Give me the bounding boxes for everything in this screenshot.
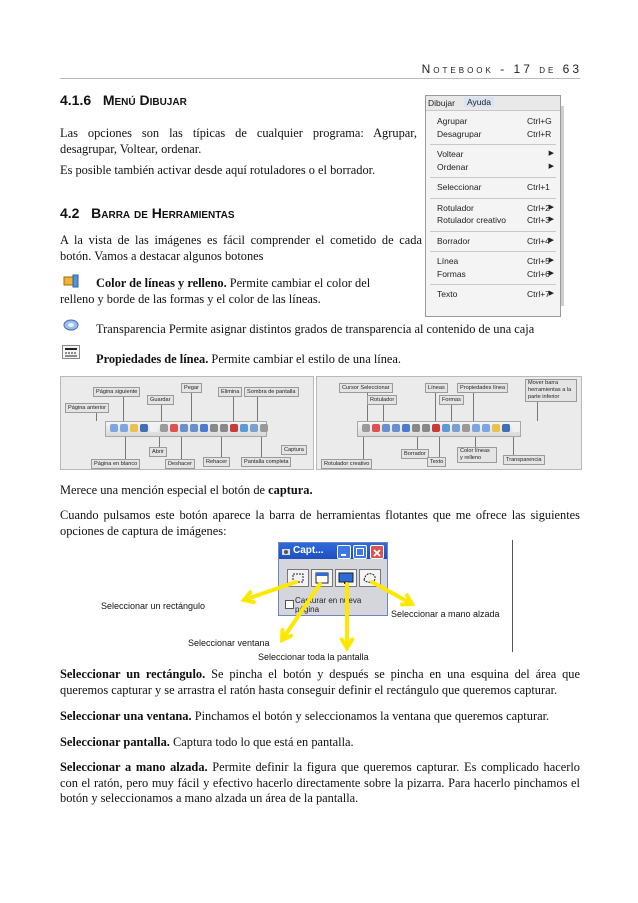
term-color-lines: Color de líneas y relleno. (96, 276, 227, 290)
term-screen: Seleccionar pantalla. (60, 735, 170, 749)
menu-item-label: Agrupar (437, 116, 468, 126)
arrow-window (282, 584, 320, 640)
term-rectangle: Seleccionar un rectángulo. (60, 667, 206, 681)
callout-delete: Elimina (218, 387, 242, 397)
callout-screen-shade: Sombra de pantalla (244, 387, 299, 397)
callout-undo: Deshacer (165, 459, 195, 469)
term-capture: captura. (268, 483, 313, 497)
callout-line-props: Propiedades línea (457, 383, 508, 393)
callout-transparency: Transparencia (503, 455, 545, 465)
callout-lines: Líneas (425, 383, 448, 393)
callout-prev-page: Página anterior (65, 403, 109, 413)
menu-item-shortcut: Ctrl+R (527, 128, 552, 139)
paragraph-rotuladores: Es posible también activar desde aquí rotuladores o el borrador. (60, 163, 376, 177)
label-select-freehand: Seleccionar a mano alzada (391, 609, 500, 619)
capture-mention-text: Merece una mención especial el botón de (60, 483, 269, 497)
paragraph-transparency: Transparencia Permite asignar distintos grados de transparencia al contenido de una caja (96, 322, 535, 336)
callout-next-page: Página siguiente (93, 387, 140, 397)
term-line-properties: Propiedades de línea. (96, 352, 209, 366)
submenu-arrow-icon: ▶ (548, 150, 554, 157)
callout-capture: Captura (281, 445, 307, 455)
new-page-checkbox-label: Capturar en nueva página (295, 596, 362, 614)
menu-item-shortcut: Ctrl+2 (527, 202, 550, 213)
arrow-freehand (372, 582, 412, 604)
submenu-arrow-icon: ▶ (548, 236, 554, 244)
callout-redo: Rehacer (203, 457, 230, 467)
term-freehand: Seleccionar a mano alzada. (60, 760, 208, 774)
callout-open: Abrir (149, 447, 167, 457)
submenu-arrow-icon: ▶ (548, 257, 554, 264)
callout-creative-marker: Rotulador creativo (321, 459, 372, 469)
paragraph-menu-options: Las opciones son las típicas de cualquier programa: Agrupar, desagrupar, Voltear, ordenar. (60, 126, 417, 156)
label-select-window: Seleccionar ventana (188, 638, 270, 648)
desc-color-lines-a: Permite cambiar el color del (226, 276, 371, 290)
submenu-arrow-icon: ▶ (548, 269, 554, 277)
def-window (60, 709, 580, 725)
section-title: Menú Dibujar (102, 92, 187, 108)
callout-text: Texto (427, 457, 446, 467)
menu-item-label: Línea (437, 256, 459, 266)
submenu-arrow-icon: ▶ (548, 216, 554, 223)
callout-select-cursor: Cursor Seleccionar (339, 383, 393, 393)
menu-item-label: Formas (437, 268, 466, 279)
running-header: Notebook - 17 de 63 (421, 62, 582, 76)
menu-bar-ayuda[interactable]: Ayuda (464, 97, 494, 107)
menu-item-shortcut: Ctrl+1 (527, 182, 550, 192)
menu-item-label: Borrador (437, 235, 471, 246)
menu-item-label: Seleccionar (437, 182, 482, 192)
menu-item-label: Ordenar (437, 161, 469, 172)
callout-color-lines: Color líneas y relleno (457, 447, 497, 463)
menu-item-label: Rotulador (437, 202, 474, 213)
paragraph-toolbar-intro: A la vista de las imágenes es fácil comprender el cometido de cada botón. Vamos a destacar algunos botones (60, 233, 422, 263)
desc-line-properties: Permite cambiar el estilo de una línea. (208, 352, 402, 366)
def-freehand (60, 760, 580, 807)
desc-freehand: Permite definir la figura que queremos capturar. Es complicado hacerlo con el ratón, pero muy fácil y efectivo hacerlo directamente sobre la pizarra. Para hacerlo pinchamos el botón y seleccionamos a mano alzada un área de la pantalla. (60, 760, 580, 806)
callout-blank-page: Página en blanco (91, 459, 140, 469)
callout-save: Guardar (147, 395, 174, 405)
desc-window: Pinchamos el botón y seleccionamos la ventana que queremos capturar. (191, 709, 550, 723)
menu-item-shortcut: Ctrl+G (527, 116, 552, 126)
menu-item-label: Rotulador creativo (437, 215, 506, 225)
callout-eraser: Borrador (401, 449, 429, 459)
callout-marker: Rotulador (367, 395, 397, 405)
label-select-screen: Seleccionar toda la pantalla (258, 652, 369, 662)
callout-paste: Pegar (181, 383, 202, 393)
def-screen (60, 735, 580, 751)
paragraph-color-lines-cont: relleno y borde de las formas y el color de las líneas. (60, 292, 321, 306)
def-rectangle (60, 667, 580, 698)
menu-item-label: Voltear (437, 149, 464, 159)
capture-window-title: Capt... (293, 545, 324, 556)
menu-item-label: Desagrupar (437, 128, 482, 139)
menu-item-shortcut: Ctrl+3 (527, 215, 550, 225)
label-select-rectangle: Seleccionar un rectángulo (101, 601, 206, 611)
menu-bar-dibujar[interactable]: Dibujar (428, 98, 455, 108)
menu-item-shortcut: Ctrl+5 (527, 256, 550, 266)
submenu-arrow-icon: ▶ (548, 162, 554, 170)
desc-rectangle: Se pincha el botón y después se pincha en una esquina del área que queremos capturar y se arrastra el ratón hasta conseguir definir el rectángulo que queremos capturar. (60, 667, 581, 697)
menu-item-label: Texto (437, 289, 458, 299)
menu-item-shortcut: Ctrl+4 (527, 235, 550, 246)
menu-item-shortcut: Ctrl+6 (527, 268, 550, 279)
term-window: Seleccionar una ventana. (60, 709, 192, 723)
callout-shapes: Formas (439, 395, 464, 405)
menu-item-shortcut: Ctrl+7 (527, 289, 550, 299)
callout-move-toolbar: Mover barra herramientas a la parte inferior (525, 379, 577, 402)
section-number: 4.2 (60, 205, 80, 221)
callout-full-screen: Pantalla completa (241, 457, 291, 467)
section-number: 4.1.6 (60, 92, 92, 108)
section-title: Barra de Herramientas (91, 205, 235, 221)
paragraph-capture-options: Cuando pulsamos este botón aparece la barra de herramientas flotantes que me ofrece las siguientes opciones de captura de imágenes: (60, 508, 580, 538)
desc-screen: Captura todo lo que está en pantalla. (169, 735, 354, 749)
submenu-arrow-icon: ▶ (548, 290, 554, 297)
submenu-arrow-icon: ▶ (548, 203, 554, 211)
